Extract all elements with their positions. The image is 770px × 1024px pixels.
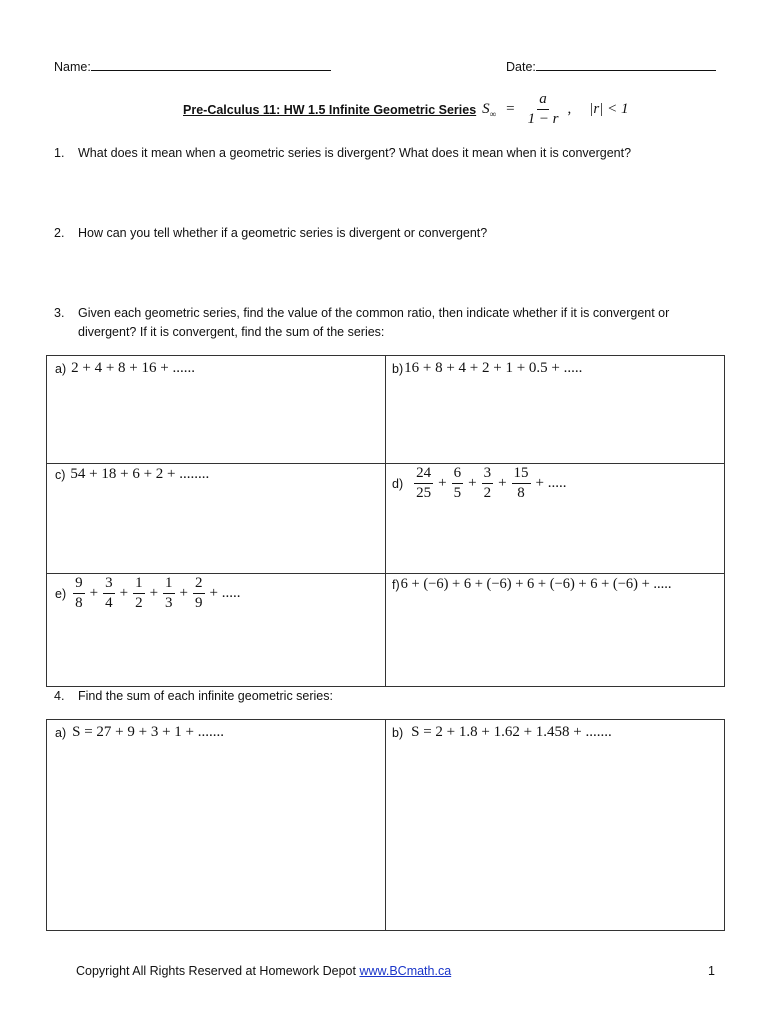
series-tail: + .....	[535, 475, 567, 491]
table-divider-vertical	[385, 356, 386, 686]
question-4	[54, 689, 333, 703]
page-number: 1	[708, 964, 715, 978]
series-expression: S = 27 + 9 + 3 + 1 + .......	[72, 724, 225, 740]
name-field	[54, 58, 331, 74]
fraction-term: $\frac{2}{9}$	[195, 575, 203, 611]
question-number: 3.	[54, 306, 65, 320]
part-label: e)	[55, 586, 67, 601]
date-field	[506, 58, 716, 74]
fraction-term: $\frac{1}{3}$	[165, 575, 173, 611]
part-label: c)	[55, 467, 66, 482]
q3-part-f	[392, 576, 672, 593]
name-blank-line	[91, 58, 331, 71]
table-divider-horizontal	[47, 573, 724, 574]
q4-part-b	[392, 724, 612, 741]
fraction-term: $\frac{3}{4}$	[105, 575, 113, 611]
formula-denominator: 1 − r	[527, 111, 559, 127]
fraction-term: $\frac{15}{8}$	[513, 465, 529, 501]
series-expression: 16 + 8 + 4 + 2 + 1 + 0.5 + .....	[404, 360, 583, 376]
part-label: f)	[392, 577, 400, 592]
formula-fraction	[526, 92, 561, 127]
fraction-term: $\frac{24}{25}$	[416, 465, 432, 501]
part-label: b)	[392, 725, 404, 740]
q4-part-a	[55, 724, 224, 741]
series-expression: 6 + (−6) + 6 + (−6) + 6 + (−6) + 6 + (−6) + .....	[400, 576, 672, 592]
q3-part-e: e) $\frac{9}{8}$ + $\frac{3}{4}$ + $\frac{1}{2}$ + $\frac{1}{3}$ + $\frac{2}{9}$ + .....	[55, 575, 241, 611]
part-label: d)	[392, 476, 404, 491]
formula-comma: ,	[567, 101, 572, 117]
formula-equals: =	[506, 101, 515, 117]
question-number: 1.	[54, 146, 65, 160]
question-number: 4.	[54, 689, 65, 703]
date-label: Date:	[506, 60, 536, 74]
q3-part-c	[55, 466, 209, 483]
title-row	[183, 92, 629, 127]
question-text-line-2: divergent? If it is convergent, find the sum of the series:	[78, 325, 385, 339]
question-2	[54, 226, 488, 240]
formula-sum-symbol: $S_\infty$	[482, 100, 497, 119]
question-1	[54, 146, 632, 160]
series-expression: S = 2 + 1.8 + 1.62 + 1.458 + .......	[411, 724, 612, 740]
question-text: Find the sum of each infinite geometric series:	[78, 689, 333, 703]
formula-condition: |r| < 1	[589, 101, 629, 117]
q3-part-d: d) $\frac{24}{25}$ + $\frac{6}{5}$ + $\frac{3}{2}$ + $\frac{15}{8}$ + .....	[392, 465, 567, 501]
formula-numerator: a	[537, 92, 549, 110]
question-number: 2.	[54, 226, 65, 240]
fraction-term: $\frac{1}{2}$	[135, 575, 143, 611]
footer-copyright	[76, 964, 451, 978]
date-blank-line	[536, 58, 716, 71]
fraction-term: $\frac{3}{2}$	[483, 465, 492, 501]
fraction-term: $\frac{9}{8}$	[75, 575, 83, 611]
part-label: a)	[55, 725, 67, 740]
copyright-text: Copyright All Rights Reserved at Homework Depot	[76, 964, 360, 978]
fraction-term: $\frac{6}{5}$	[453, 465, 462, 501]
question-text: What does it mean when a geometric series is divergent? What does it mean when it is convergent?	[78, 146, 632, 160]
question-3	[54, 306, 670, 339]
name-label: Name:	[54, 60, 91, 74]
q3-answer-table	[46, 355, 725, 687]
part-label: a)	[55, 361, 67, 376]
series-expression: 2 + 4 + 8 + 16 + ......	[71, 360, 195, 376]
page-title: Pre-Calculus 11: HW 1.5 Infinite Geometric Series	[183, 102, 477, 117]
series-tail: + .....	[209, 585, 241, 601]
q4-answer-table	[46, 719, 725, 931]
q3-part-b	[392, 360, 582, 377]
bcmath-link[interactable]: www.BCmath.ca	[359, 964, 452, 978]
series-expression: 54 + 18 + 6 + 2 + ........	[70, 466, 210, 482]
question-text-line-1: Given each geometric series, find the value of the common ratio, then indicate whether if it is convergent or	[78, 306, 670, 320]
table-divider-horizontal	[47, 463, 724, 464]
table-divider-vertical	[385, 720, 386, 930]
q3-part-a	[55, 360, 195, 377]
question-text: How can you tell whether if a geometric series is divergent or convergent?	[78, 226, 488, 240]
part-label: b)	[392, 361, 404, 376]
